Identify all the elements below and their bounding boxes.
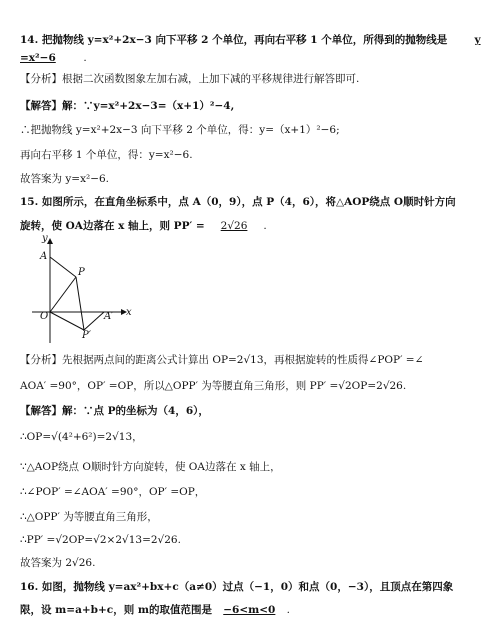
q15-solution-7: 故答案为 2√26.: [20, 557, 96, 569]
q14-solution-1: 【解答】解：∵y=x²+2x−3=（x+1）²−4,: [20, 100, 235, 112]
q14-line1: [20, 33, 481, 47]
q16-end: .: [286, 604, 290, 616]
q14-answer-part1: y: [474, 34, 481, 46]
q15-line1: 15. 如图所示，在直角坐标系中，点 A（0，9），点 P（4，6），将△AOP绕点 O顺时针方向: [20, 196, 456, 208]
q16-stem: 限，设 m=a+b+c，则 m的取值范围是: [20, 604, 212, 616]
q14-answer-part2: =x²−6: [20, 52, 56, 64]
q14-analysis: 【分析】根据二次函数图象左加右减，上加下减的平移规律进行解答即可.: [20, 73, 360, 85]
q14-stem: 14. 把抛物线 y=x²+2x−3 向下平移 2 个单位，再向右平移 1 个单位，所得到的抛物线是: [20, 34, 448, 46]
q14-solution-4: 故答案为 y=x²−6.: [20, 173, 110, 185]
q15-solution-6: ∴PP′ =√2OP=√2×2√13=2√26.: [20, 534, 181, 546]
q16-line2: [20, 603, 290, 617]
segment-P-prime-A-prime: [84, 312, 104, 330]
label-O: O: [40, 311, 49, 322]
segment-OP: [50, 277, 76, 312]
q15-analysis-1: 【分析】先根据两点间的距离公式计算出 OP=2√13，再根据旋转的性质得∠POP′ =∠: [20, 354, 424, 366]
q15-stem: 旋转，使 OA边落在 x 轴上，则 PP′ =: [20, 220, 205, 232]
label-P-prime: P′: [82, 330, 91, 341]
q15-solution-5: ∴△OPP′ 为等腰直角三角形，: [20, 511, 158, 523]
q15-solution-1: 【解答】解：∵点 P的坐标为（4，6），: [20, 405, 209, 417]
q15-answer: 2√26: [220, 220, 248, 232]
q14-end: .: [83, 52, 87, 64]
q14-solution-3: 再向右平移 1 个单位，得：y=x²−6.: [20, 149, 193, 161]
q14-solution-2: ∴把抛物线 y=x²+2x−3 向下平移 2 个单位，得：y=（x+1）²−6;: [20, 124, 340, 136]
q15-analysis-2: AOA′ =90°，OP′ =OP，所以△OPP′ 为等腰直角三角形，则 PP′ =√2OP=2√26.: [20, 380, 407, 392]
segment-AP: [50, 257, 76, 277]
label-y-axis: y: [42, 233, 48, 244]
q15-end: .: [263, 220, 267, 232]
q15-line2: [20, 219, 267, 233]
q15-solution-4: ∴∠POP′ =∠AOA′ =90°，OP′ =OP，: [20, 486, 206, 498]
q16-line1: 16. 如图，抛物线 y=ax²+bx+c（a≠0）过点（−1，0）和点（0，−3），且顶点在第四象: [20, 581, 454, 593]
q15-solution-3: ∵△AOP绕点 O顺时针方向旋转，使 OA边落在 x 轴上，: [20, 461, 281, 473]
q14-line2: [20, 51, 87, 65]
q16-answer: −6<m<0: [223, 604, 276, 616]
label-A-prime: A′: [104, 311, 114, 322]
label-x-axis: x: [126, 307, 132, 318]
q15-solution-2: ∴OP=√(4²+6²)=2√13，: [20, 431, 143, 443]
q15-figure: [28, 235, 148, 347]
segment-OP-prime: [50, 312, 84, 330]
segment-PP-prime: [76, 277, 84, 330]
label-P: P: [78, 267, 85, 278]
label-A: A: [40, 251, 48, 262]
